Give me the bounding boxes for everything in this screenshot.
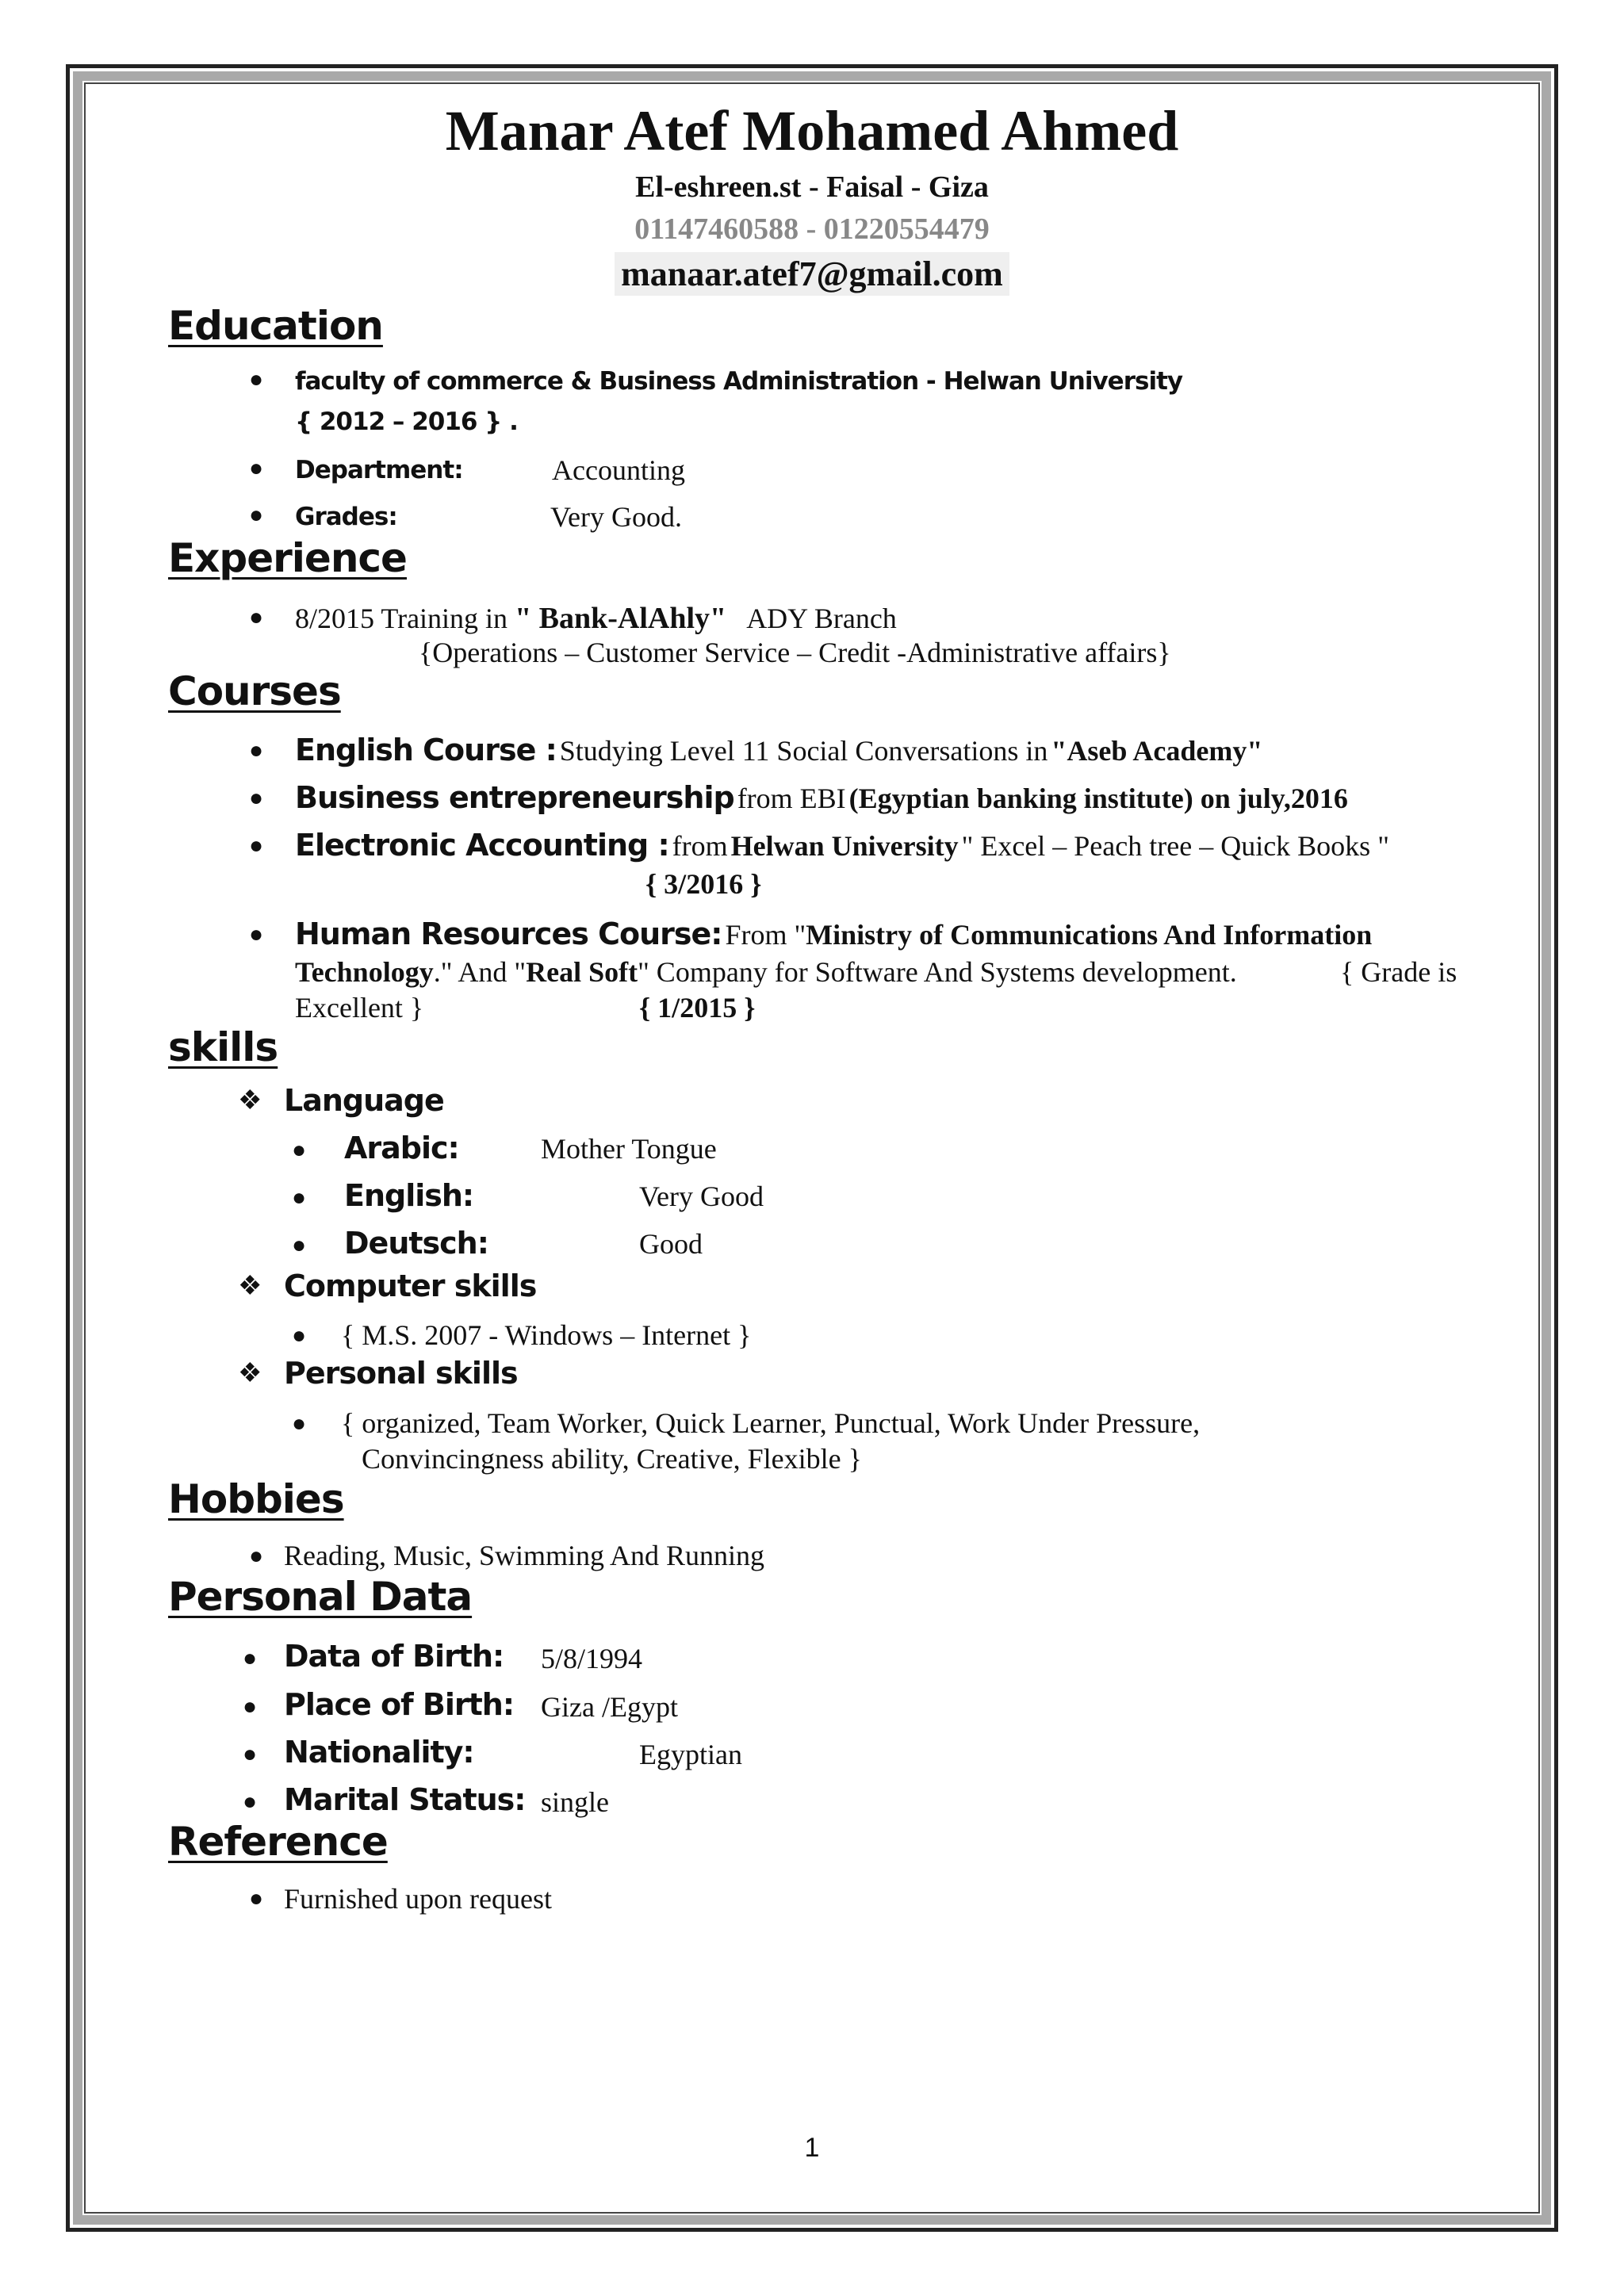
course-hr-ministry: Ministry of Communications And Information [806,919,1373,951]
diamond-bullet-icon: ❖ [238,1086,262,1115]
course-electronic-tools: " Excel – Peach tree – Quick Books " [961,830,1389,862]
education-years: { 2012 – 2016 } . [295,408,518,436]
bank-name: " Bank-AlAhly" [515,602,727,635]
personal-skills-line-1: { organized, Team Worker, Quick Learner, Punctual, Work Under Pressure, [341,1407,1201,1439]
bullet-icon: ● [292,1232,307,1258]
course-electronic-date: { 3/2016 } [645,868,762,900]
birth-place-label: Place of Birth: [284,1687,515,1722]
department-value: Accounting [552,454,685,486]
course-business-label: Business entrepreneurship [295,780,734,815]
course-electronic-university: Helwan University [730,830,959,862]
course-hr-line-1 [295,916,1372,951]
bullet-icon: ● [249,921,264,947]
course-hr-company: " Company for Software And Systems development. [638,956,1237,988]
bullet-icon: ● [249,1885,264,1911]
personal-data-heading: Personal Data [168,1574,473,1620]
bullet-icon: ● [243,1645,258,1671]
personal-skills-line-2: Convincingness ability, Creative, Flexible } [362,1443,862,1475]
course-business-from: from EBI [737,783,846,814]
course-hr-line-2 [295,955,1237,989]
bullet-icon: ● [249,832,264,859]
bullet-icon: ● [249,366,264,392]
bullet-icon: ● [292,1322,307,1349]
hobbies-heading: Hobbies [168,1476,344,1522]
department-label: Department: [295,456,463,484]
bullet-icon: ● [249,1543,264,1569]
language-arabic-label: Arabic: [344,1131,459,1165]
language-deutsch-label: Deutsch: [344,1226,488,1261]
course-hr-excellent: Excellent } [295,992,424,1024]
course-hr-from: From " [725,919,806,951]
education-heading: Education [168,303,383,349]
bullet-icon: ● [292,1184,307,1211]
course-hr-realsoft: Real Soft [526,956,638,988]
bullet-icon: ● [249,785,264,811]
marital-status-value: single [541,1786,609,1818]
bullet-icon: ● [292,1410,307,1437]
course-hr-grade-open: { Grade is [1340,956,1457,988]
candidate-name: Manar Atef Mohamed Ahmed [445,99,1179,163]
skills-heading: skills [168,1024,278,1070]
course-electronic-from: from [672,830,728,862]
bullet-icon: ● [249,737,264,763]
language-arabic-level: Mother Tongue [541,1133,717,1165]
computer-skills-label: Computer skills [284,1269,537,1303]
diamond-bullet-icon: ❖ [238,1272,262,1301]
diamond-bullet-icon: ❖ [238,1359,262,1388]
language-english-label: English: [344,1178,474,1213]
language-english-level: Very Good [639,1181,764,1212]
course-english-text: Studying Level 11 Social Conversations in [559,735,1048,767]
course-english [295,733,1262,767]
bullet-icon: ● [249,455,264,481]
experience-heading: Experience [168,535,407,581]
reference-value: Furnished upon request [284,1883,552,1915]
birth-date-label: Data of Birth: [284,1639,504,1674]
grades-value: Very Good. [550,501,682,533]
bullet-icon: ● [243,1789,258,1815]
course-business [295,780,1348,815]
branch-name: ADY Branch [746,603,897,634]
course-hr-technology: Technology [295,956,434,988]
computer-skills-value: { M.S. 2007 - Windows – Internet } [341,1319,752,1351]
course-business-detail: (Egyptian banking institute) on july,2016 [848,783,1348,814]
bullet-icon: ● [292,1137,307,1163]
hobbies-value: Reading, Music, Swimming And Running [284,1540,765,1571]
experience-line-2: {Operations – Customer Service – Credit -Administrative affairs} [419,637,1171,668]
page-number: 1 [804,2133,820,2163]
course-english-label: English Course : [295,733,557,767]
education-faculty: faculty of commerce & Business Administration - Helwan University [295,367,1183,396]
marital-status-label: Marital Status: [284,1782,526,1817]
course-english-academy: "Aseb Academy" [1051,735,1263,767]
language-deutsch-level: Good [639,1228,703,1260]
training-date: 8/2015 Training in [295,603,508,634]
course-hr-and: ." And " [433,956,527,988]
course-hr-label: Human Resources Course: [295,916,722,951]
address: El-eshreen.st - Faisal - Giza [635,170,989,204]
phone-numbers: 01147460588 - 01220554479 [634,212,990,246]
language-label: Language [284,1083,444,1118]
bullet-icon: ● [243,1693,258,1720]
email-row [0,252,1624,296]
course-hr-date: { 1/2015 } [639,992,756,1024]
bullet-icon: ● [243,1741,258,1767]
experience-line-1 [295,601,897,636]
courses-heading: Courses [168,668,341,714]
nationality-label: Nationality: [284,1735,474,1770]
course-electronic [295,828,1389,863]
reference-heading: Reference [168,1819,388,1865]
email-address: manaar.atef7@gmail.com [615,252,1009,296]
personal-skills-label: Personal skills [284,1356,518,1391]
birth-date-value: 5/8/1994 [541,1643,643,1674]
birth-place-value: Giza /Egypt [541,1691,678,1723]
grades-label: Grades: [295,503,397,531]
course-electronic-label: Electronic Accounting : [295,828,669,863]
nationality-value: Egyptian [639,1739,742,1770]
bullet-icon: ● [249,604,264,630]
bullet-icon: ● [249,502,264,528]
